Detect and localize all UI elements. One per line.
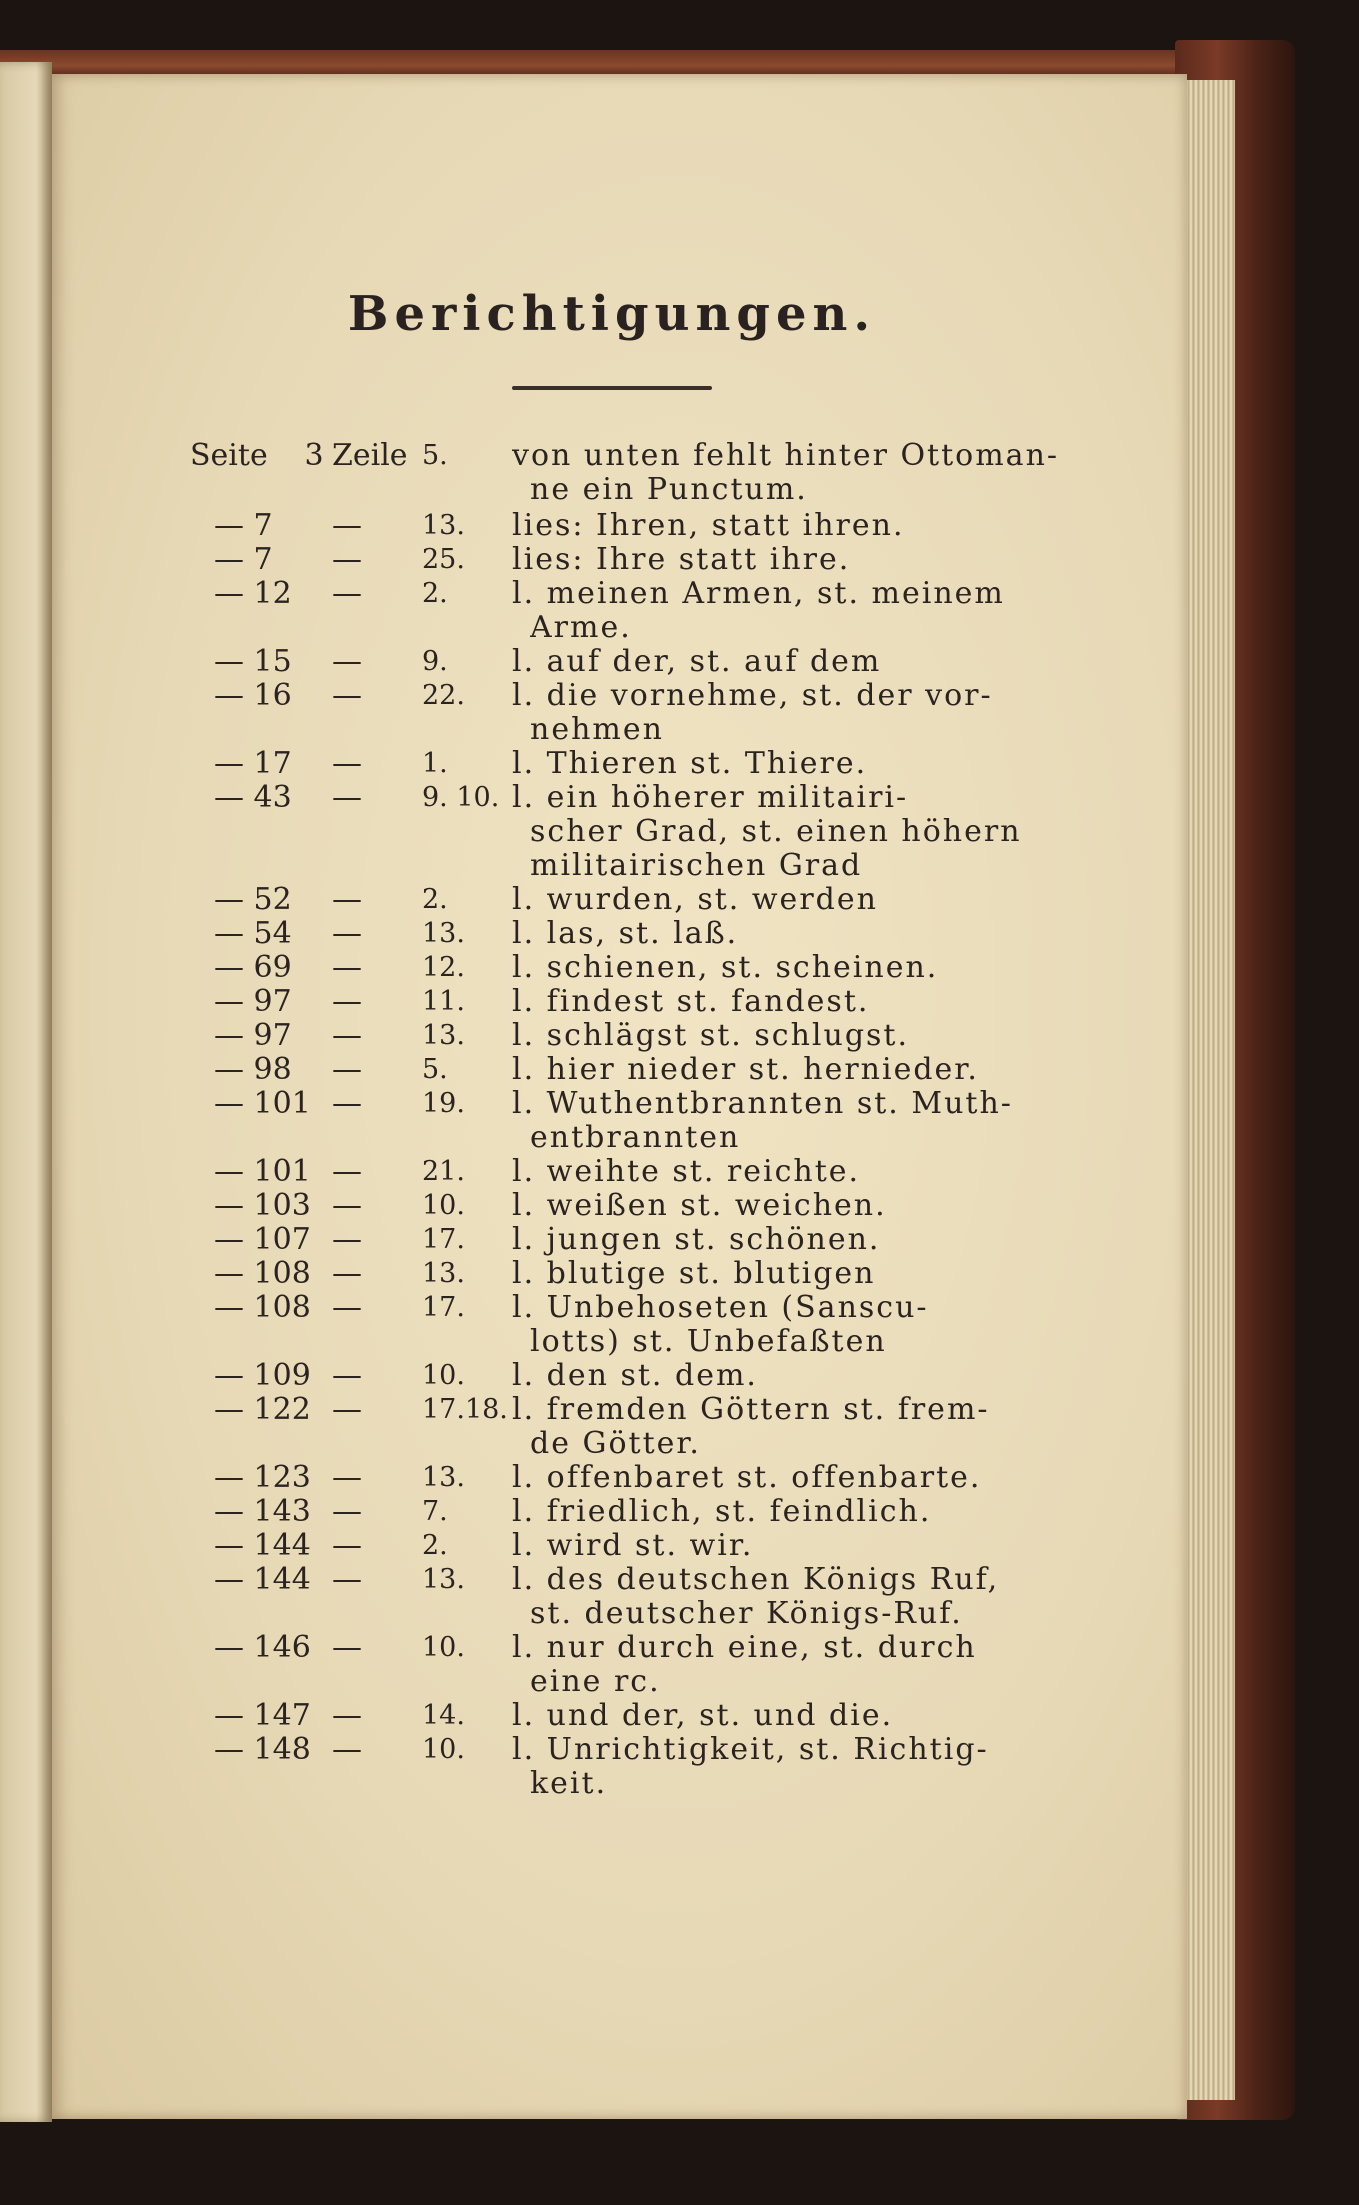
page-heading: Berichtigungen. xyxy=(347,286,877,342)
line-dash: — xyxy=(332,1698,362,1733)
correction-continuation: entbrannten xyxy=(530,1120,741,1155)
line-number: 13. xyxy=(422,1258,465,1289)
page-reference: — 108 xyxy=(214,1290,311,1325)
correction-text: l. fremden Göttern st. frem- xyxy=(512,1392,990,1427)
line-dash: — xyxy=(332,1256,362,1291)
correction-continuation: keit. xyxy=(530,1766,608,1801)
line-number: 5. xyxy=(422,1054,448,1085)
line-number: 7. xyxy=(422,1496,448,1527)
correction-continuation: de Götter. xyxy=(530,1426,701,1461)
line-number: 21. xyxy=(422,1156,465,1187)
line-dash: — xyxy=(332,984,362,1019)
line-number: 10. xyxy=(422,1360,465,1391)
line-number: 17.18. xyxy=(422,1394,508,1425)
page-reference: — 16 xyxy=(214,678,292,713)
correction-continuation: militairischen Grad xyxy=(530,848,863,883)
line-dash: — xyxy=(332,542,362,577)
line-number: 22. xyxy=(422,680,465,711)
correction-text: l. hier nieder st. hernieder. xyxy=(512,1052,979,1087)
page-reference: — 17 xyxy=(214,746,292,781)
correction-text: lies: Ihre statt ihre. xyxy=(512,542,851,577)
header-page-number: 3 xyxy=(304,438,324,473)
errata-continuation-row xyxy=(104,1764,1239,1804)
line-number: 13. xyxy=(422,918,465,949)
correction-text: l. schienen, st. scheinen. xyxy=(512,950,939,985)
zeile-label: Zeile xyxy=(332,438,408,473)
line-dash: — xyxy=(332,780,362,815)
correction-text: l. Unbehoseten (Sanscu- xyxy=(512,1290,929,1325)
page-reference: — 97 xyxy=(214,1018,292,1053)
page-reference: — 122 xyxy=(214,1392,311,1427)
page-reference: — 123 xyxy=(214,1460,311,1495)
seite-label: Seite xyxy=(190,438,268,473)
page-reference: — 101 xyxy=(214,1154,311,1189)
correction-continuation: st. deutscher Königs-Ruf. xyxy=(530,1596,963,1631)
page-reference: — 98 xyxy=(214,1052,292,1087)
line-number: 2. xyxy=(422,1530,448,1561)
correction-text: l. und der, st. und die. xyxy=(512,1698,894,1733)
line-dash: — xyxy=(332,1562,362,1597)
correction-text: l. weißen st. weichen. xyxy=(512,1188,887,1223)
correction-text: l. die vornehme, st. der vor- xyxy=(512,678,993,713)
line-number: 10. xyxy=(422,1734,465,1765)
line-number: 13. xyxy=(422,1564,465,1595)
page-reference: — 146 xyxy=(214,1630,311,1665)
errata-continuation-row xyxy=(104,470,1239,510)
correction-text: l. las, st. laß. xyxy=(512,916,739,951)
page-reference: — 12 xyxy=(214,576,292,611)
header-correction-text: von unten fehlt hinter Ottoman- xyxy=(512,438,1060,473)
line-number: 12. xyxy=(422,952,465,983)
page-reference: — 147 xyxy=(214,1698,311,1733)
line-dash: — xyxy=(332,644,362,679)
line-dash: — xyxy=(332,746,362,781)
line-number: 14. xyxy=(422,1700,465,1731)
correction-continuation: eine rc. xyxy=(530,1664,661,1699)
line-dash: — xyxy=(332,1460,362,1495)
correction-text: lies: Ihren, statt ihren. xyxy=(512,508,905,543)
line-dash: — xyxy=(332,678,362,713)
correction-text: l. meinen Armen, st. meinem xyxy=(512,576,1005,611)
page-reference: — 69 xyxy=(214,950,292,985)
line-dash: — xyxy=(332,1188,362,1223)
line-number: 25. xyxy=(422,544,465,575)
header-line-number: 5. xyxy=(422,440,448,471)
line-number: 19. xyxy=(422,1088,465,1119)
correction-text: l. wurden, st. werden xyxy=(512,882,878,917)
correction-continuation: scher Grad, st. einen höhern xyxy=(530,814,1022,849)
page-reference: — 54 xyxy=(214,916,292,951)
page-reference: — 143 xyxy=(214,1494,311,1529)
correction-text: l. blutige st. blutigen xyxy=(512,1256,876,1291)
correction-text: l. schlägst st. schlugst. xyxy=(512,1018,910,1053)
correction-continuation: nehmen xyxy=(530,712,664,747)
line-dash: — xyxy=(332,1018,362,1053)
correction-text: l. findest st. fandest. xyxy=(512,984,870,1019)
line-number: 11. xyxy=(422,986,465,1017)
line-dash: — xyxy=(332,1154,362,1189)
line-dash: — xyxy=(332,508,362,543)
correction-continuation: lotts) st. Unbefaßten xyxy=(530,1324,887,1359)
errata-list xyxy=(104,74,1239,2119)
page-reference: — 43 xyxy=(214,780,292,815)
correction-text: l. nur durch eine, st. durch xyxy=(512,1630,977,1665)
correction-text: l. offenbaret st. offenbarte. xyxy=(512,1460,982,1495)
page-reference: — 107 xyxy=(214,1222,311,1257)
line-number: 2. xyxy=(422,578,448,609)
line-dash: — xyxy=(332,1732,362,1767)
correction-text: l. Unrichtigkeit, st. Richtig- xyxy=(512,1732,989,1767)
errata-page xyxy=(52,74,1187,2119)
line-dash: — xyxy=(332,1392,362,1427)
line-dash: — xyxy=(332,1222,362,1257)
correction-text: l. friedlich, st. feindlich. xyxy=(512,1494,932,1529)
line-dash: — xyxy=(332,1052,362,1087)
correction-text: l. den st. dem. xyxy=(512,1358,758,1393)
page-reference: — 52 xyxy=(214,882,292,917)
header-correction-continuation: ne ein Punctum. xyxy=(530,472,808,507)
page-reference: — 97 xyxy=(214,984,292,1019)
page-reference: — 103 xyxy=(214,1188,311,1223)
page-reference: — 7 xyxy=(214,542,273,577)
page-reference: — 108 xyxy=(214,1256,311,1291)
left-page-edge xyxy=(0,62,52,2122)
line-dash: — xyxy=(332,916,362,951)
line-dash: — xyxy=(332,1086,362,1121)
correction-text: l. Thieren st. Thiere. xyxy=(512,746,868,781)
line-number: 9. 10. xyxy=(422,782,500,813)
line-dash: — xyxy=(332,576,362,611)
line-number: 17. xyxy=(422,1292,465,1323)
page-reference: — 101 xyxy=(214,1086,311,1121)
line-dash: — xyxy=(332,950,362,985)
correction-continuation: Arme. xyxy=(530,610,632,645)
line-dash: — xyxy=(332,882,362,917)
line-dash: — xyxy=(332,1528,362,1563)
line-number: 13. xyxy=(422,510,465,541)
line-number: 13. xyxy=(422,1020,465,1051)
page-reference: — 109 xyxy=(214,1358,311,1393)
line-number: 13. xyxy=(422,1462,465,1493)
page-reference: — 148 xyxy=(214,1732,311,1767)
line-dash: — xyxy=(332,1290,362,1325)
line-number: 2. xyxy=(422,884,448,915)
page-reference: — 7 xyxy=(214,508,273,543)
line-dash: — xyxy=(332,1630,362,1665)
line-number: 1. xyxy=(422,748,448,779)
line-number: 10. xyxy=(422,1190,465,1221)
correction-text: l. auf der, st. auf dem xyxy=(512,644,882,679)
correction-text: l. ein höherer militairi- xyxy=(512,780,909,815)
line-number: 9. xyxy=(422,646,448,677)
page-reference: — 144 xyxy=(214,1528,311,1563)
line-number: 17. xyxy=(422,1224,465,1255)
line-dash: — xyxy=(332,1494,362,1529)
page-reference: — 144 xyxy=(214,1562,311,1597)
line-dash: — xyxy=(332,1358,362,1393)
correction-text: l. Wuthentbrannten st. Muth- xyxy=(512,1086,1013,1121)
line-number: 10. xyxy=(422,1632,465,1663)
book-top-edge xyxy=(0,50,1270,76)
correction-text: l. des deutschen Königs Ruf, xyxy=(512,1562,1000,1597)
correction-text: l. wird st. wir. xyxy=(512,1528,754,1563)
correction-text: l. weihte st. reichte. xyxy=(512,1154,861,1189)
page-reference: — 15 xyxy=(214,644,292,679)
correction-text: l. jungen st. schönen. xyxy=(512,1222,881,1257)
